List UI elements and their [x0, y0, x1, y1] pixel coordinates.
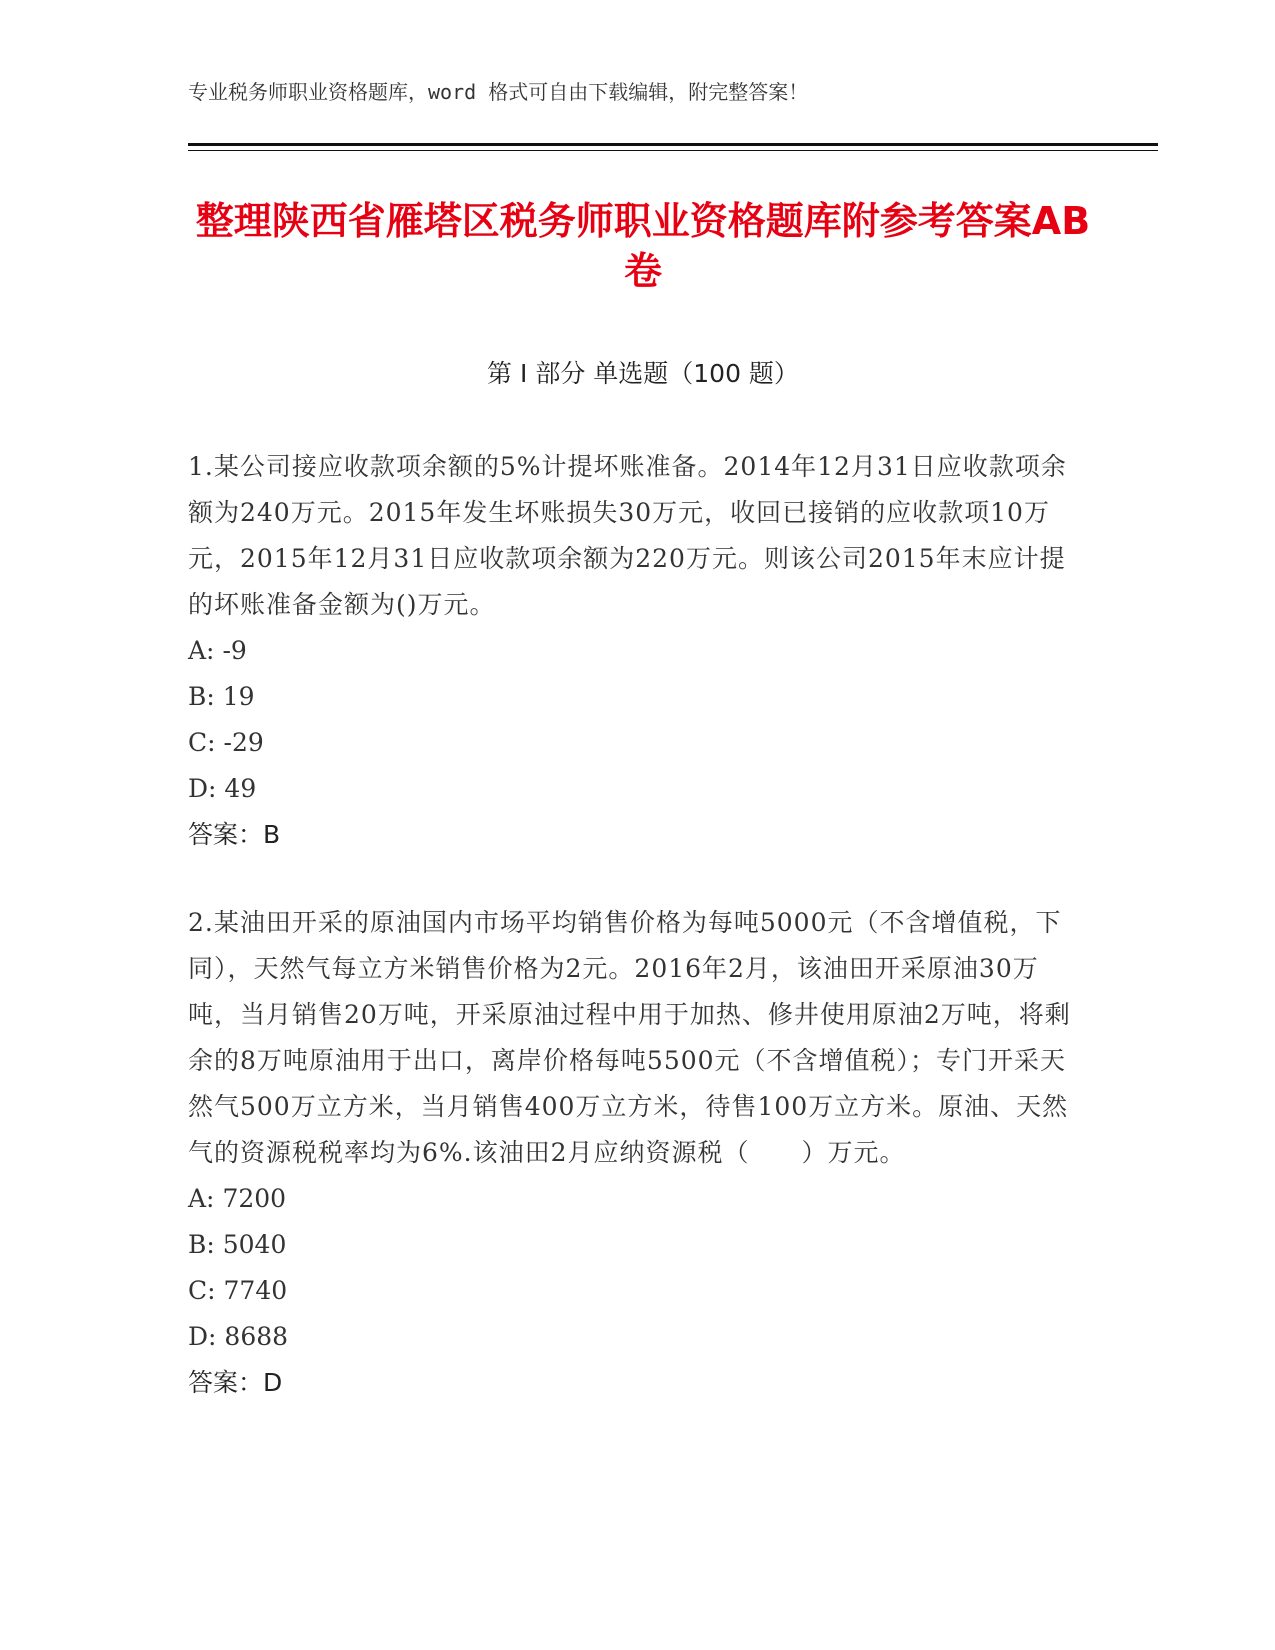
option-value: 8688	[224, 1322, 289, 1351]
option-label: D:	[188, 1322, 217, 1351]
section-heading: 第 I 部分 单选题（100 题）	[487, 359, 799, 388]
option-label: B:	[188, 1230, 215, 1259]
question-stem: 1.某公司接应收款项余额的5%计提坏账准备。2014年12月31日应收款项余额为240万元。2015年发生坏账损失30万元，收回已接销的应收款项10万元，2015年12月31日应收款项余额为220万元。则该公司2015年末应计提的坏账准备金额为()万元。	[188, 452, 1067, 619]
option-d	[188, 766, 1088, 812]
option-label: A:	[188, 1184, 215, 1213]
answer-line: 答案：B	[188, 820, 281, 849]
option-c	[188, 1268, 1088, 1314]
header-note: 专业税务师职业资格题库，word 格式可自由下载编辑，附完整答案！	[188, 80, 809, 104]
option-value: 19	[222, 682, 255, 711]
option-value: 7200	[222, 1184, 287, 1213]
option-label: C:	[188, 1276, 216, 1305]
option-d	[188, 1314, 1088, 1360]
header-divider-thin	[188, 150, 1158, 151]
option-value: 49	[224, 774, 257, 803]
option-label: D:	[188, 774, 217, 803]
option-label: C:	[188, 728, 216, 757]
option-b	[188, 674, 1088, 720]
document-title: 整理陕西省雁塔区税务师职业资格题库附参考答案AB卷	[195, 199, 1091, 293]
option-a	[188, 628, 1088, 674]
option-a	[188, 1176, 1088, 1222]
option-value: -29	[223, 728, 264, 757]
option-value: -9	[222, 636, 247, 665]
option-label: B:	[188, 682, 215, 711]
question-stem: 2.某油田开采的原油国内市场平均销售价格为每吨5000元（不含增值税，下同），天然气每立方米销售价格为2元。2016年2月，该油田开采原油30万吨，当月销售20万吨，开采原油过程中用于加热、修井使用原油2万吨，将剩余的8万吨原油用于出口，离岸价格每吨5500元（不含增值税）；专门开采天然气500万立方米，当月销售400万立方米，待售100万立方米。原油、天然气的资源税税率均为6%.该油田2月应纳资源税（ ）万元。	[188, 908, 1071, 1167]
option-value: 5040	[222, 1230, 287, 1259]
header-divider-thick	[188, 143, 1158, 146]
answer-line: 答案：D	[188, 1368, 283, 1397]
question-2	[188, 900, 1088, 1406]
question-1	[188, 444, 1088, 858]
option-value: 7740	[223, 1276, 288, 1305]
option-b	[188, 1222, 1088, 1268]
option-c	[188, 720, 1088, 766]
option-label: A:	[188, 636, 215, 665]
